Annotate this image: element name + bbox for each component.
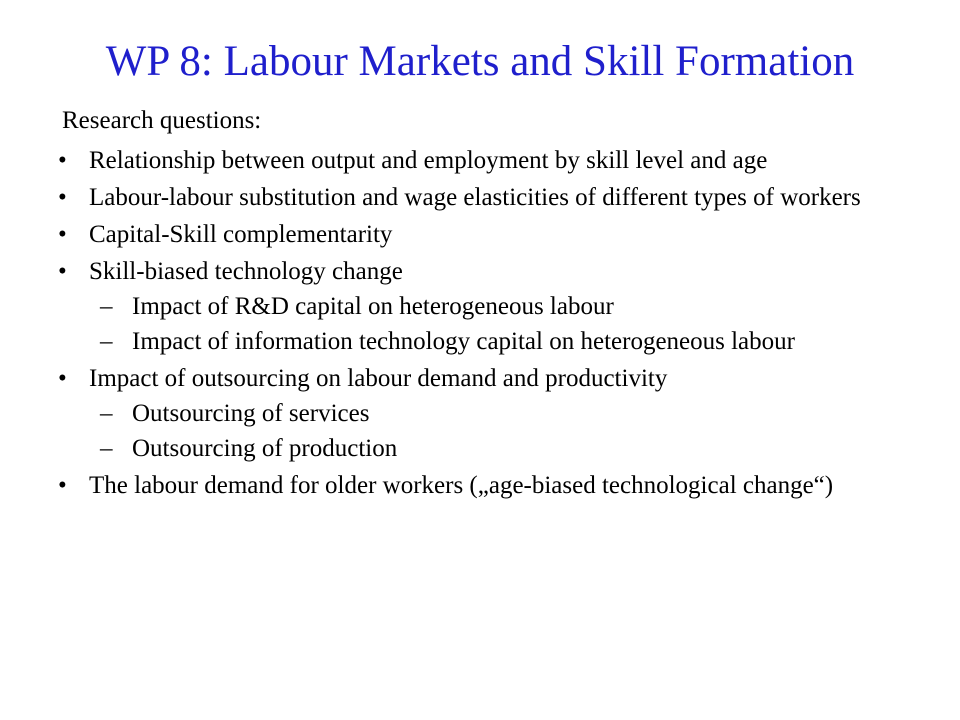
bullet-item xyxy=(58,258,922,285)
bullet-marker: • xyxy=(58,365,67,392)
slide-title: WP 8: Labour Markets and Skill Formation xyxy=(105,38,855,85)
bullet-item xyxy=(58,184,922,211)
bullet-item xyxy=(58,147,922,174)
bullet-marker: • xyxy=(58,184,67,211)
sub-bullet-marker: – xyxy=(100,435,113,462)
sub-bullet-marker: – xyxy=(100,400,113,427)
sub-bullet-text: Outsourcing of production xyxy=(132,435,398,462)
bullet-marker: • xyxy=(58,221,67,248)
bullet-text: Labour-labour substitution and wage elasticities of different types of workers xyxy=(89,184,861,211)
sub-bullet-item xyxy=(62,437,922,461)
bullet-marker: • xyxy=(58,472,67,499)
sub-bullet-item xyxy=(62,295,922,319)
bullet-text: Impact of outsourcing on labour demand and productivity xyxy=(89,365,668,392)
sub-bullet-text: Outsourcing of services xyxy=(132,400,370,427)
slide-body xyxy=(58,106,922,499)
sub-bullet-text: Impact of information technology capital on heterogeneous labour xyxy=(132,328,795,355)
bullet-text: Relationship between output and employment by skill level and age xyxy=(89,147,768,174)
bullet-marker: • xyxy=(58,147,67,174)
bullet-text: The labour demand for older workers („age-biased technological change“) xyxy=(89,472,834,499)
sub-bullet-item xyxy=(62,330,922,354)
bullet-item xyxy=(58,472,922,499)
intro-text: Research questions: xyxy=(62,107,262,134)
bullet-marker: • xyxy=(58,258,67,285)
sub-bullet-text: Impact of R&D capital on heterogeneous labour xyxy=(132,293,614,320)
bullet-item xyxy=(58,221,922,248)
sub-bullet-marker: – xyxy=(100,293,113,320)
bullet-text: Capital-Skill complementarity xyxy=(89,221,393,248)
sub-bullet-marker: – xyxy=(100,328,113,355)
sub-bullet-item xyxy=(62,402,922,426)
bullet-item xyxy=(58,365,922,392)
bullet-text: Skill-biased technology change xyxy=(89,258,403,285)
